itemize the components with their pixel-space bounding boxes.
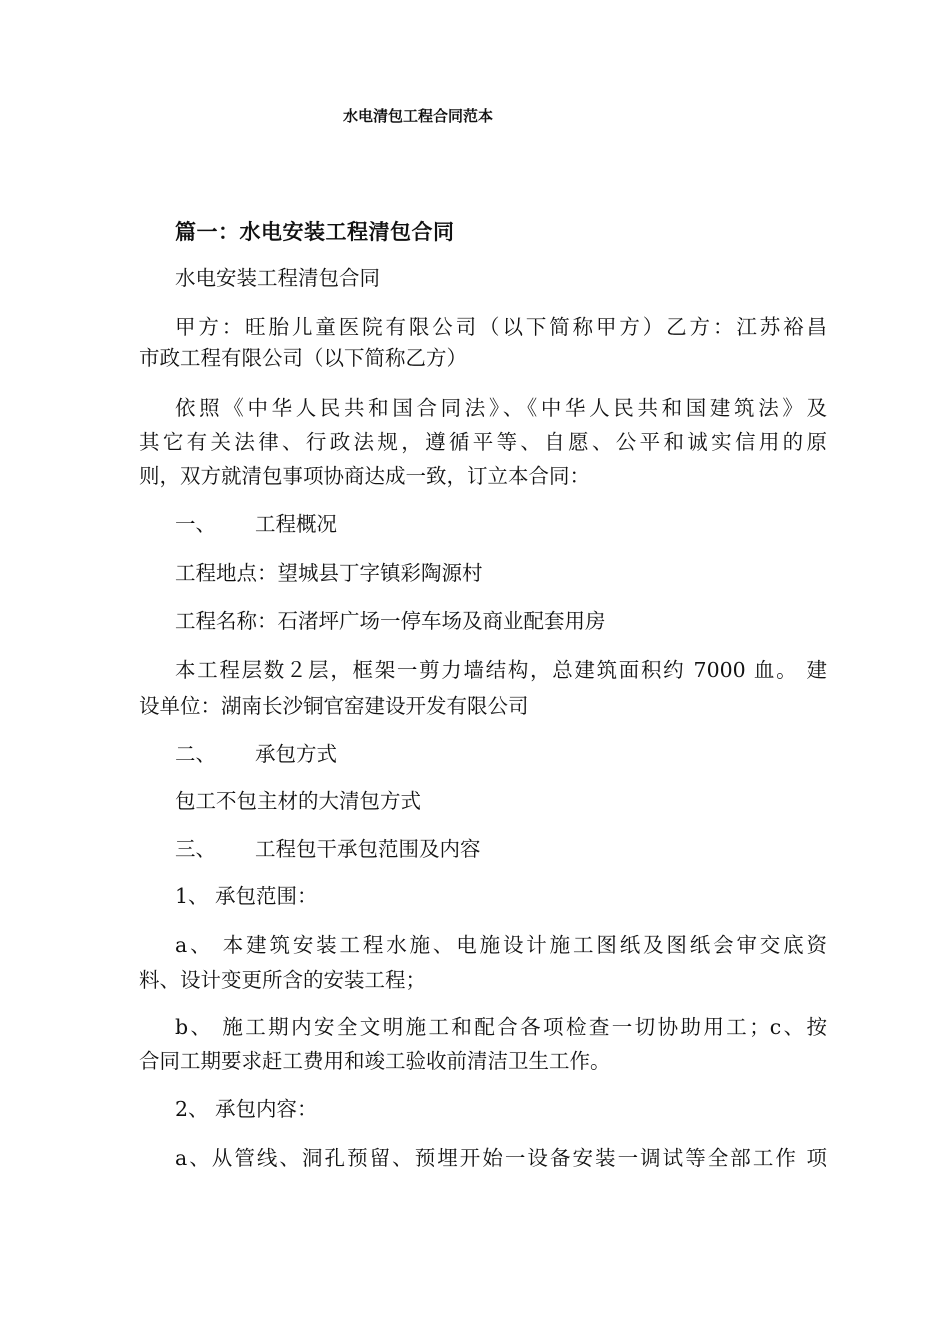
scope-b-line-2: 合同工期要求赶工费用和竣工验收前清洁卫生工作。	[139, 1049, 611, 1073]
section-1-heading	[175, 514, 337, 535]
scale-line-1: 本工程层数２层，框架一剪力墙结构，总建筑面积约 7000 血。 建	[175, 658, 827, 682]
section-heading: 篇一：水电安装工程清包合同	[175, 220, 455, 244]
scope-b-line-1: b、 施工期内安全文明施工和配合各项检查一切协助用工；c、按	[175, 1015, 827, 1039]
item-1-number: 1、	[175, 884, 209, 908]
document-title: 水电清包工程合同范本	[343, 107, 494, 125]
section-3-title: 工程包干承包范围及内容	[255, 837, 481, 861]
section-2-number: 二、	[175, 742, 216, 766]
project-location: 工程地点：望城县丁字镇彩陶源村	[175, 561, 483, 585]
parties-line-2: 市政工程有限公司（以下简称乙方）	[139, 346, 467, 370]
section-3-heading	[175, 839, 481, 860]
content-a-line-1: a、从管线、洞孔预留、预埋开始一设备安装一调试等全部工作 项	[175, 1146, 827, 1170]
basis-line-2: 其它有关法律、行政法规，遵循平等、自愿、公平和诚实信用的原	[139, 430, 827, 454]
item-2-number: 2、	[175, 1097, 209, 1121]
scope-a-line-2: 料、设计变更所含的安装工程；	[139, 968, 426, 992]
item-2-heading	[175, 1099, 318, 1120]
contract-subtitle: 水电安装工程清包合同	[175, 266, 380, 290]
section-2-heading	[175, 744, 337, 765]
scope-a-line-1: a、 本建筑安装工程水施、电施设计施工图纸及图纸会审交底资	[175, 933, 827, 957]
section-1-title: 工程概况	[255, 512, 337, 536]
project-name: 工程名称：石渚坪广场一停车场及商业配套用房	[175, 609, 606, 633]
basis-line-3: 则，双方就清包事项协商达成一致，订立本合同：	[139, 464, 590, 488]
basis-line-1: 依照《中华人民共和国合同法》、《中华人民共和国建筑法》及	[175, 396, 827, 420]
section-1-number: 一、	[175, 512, 216, 536]
section-3-number: 三、	[175, 837, 216, 861]
contract-mode: 包工不包主材的大清包方式	[175, 789, 421, 813]
parties-line-1: 甲方：旺胎儿童医院有限公司（以下简称甲方）乙方：江苏裕昌	[175, 315, 827, 339]
section-2-title: 承包方式	[255, 742, 337, 766]
item-2-title: 承包内容：	[215, 1097, 318, 1121]
scale-line-2: 设单位：湖南长沙铜官窑建设开发有限公司	[139, 694, 529, 718]
item-1-title: 承包范围：	[215, 884, 318, 908]
item-1-heading	[175, 886, 318, 907]
